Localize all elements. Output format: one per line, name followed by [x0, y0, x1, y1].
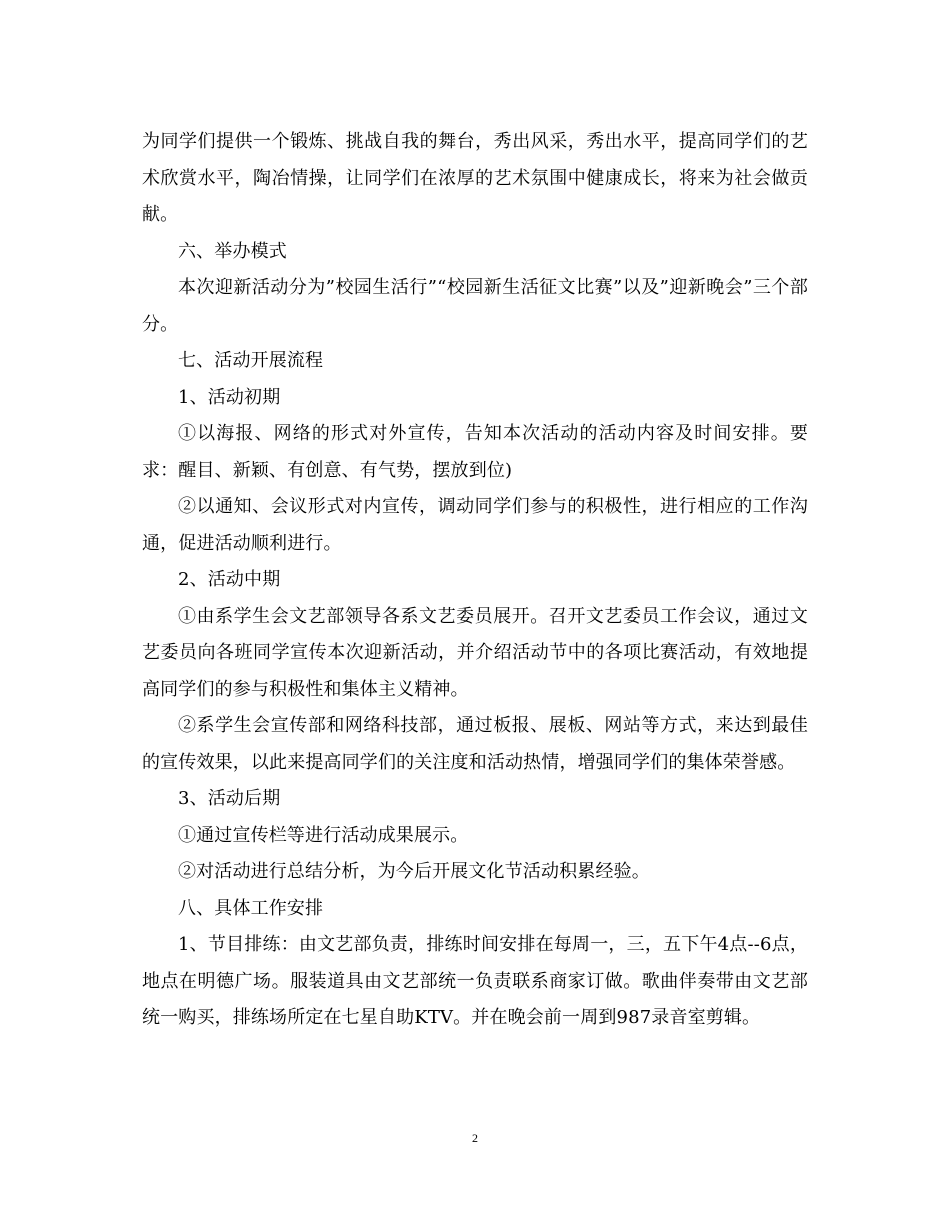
section-heading-work-arrangement: 八、具体工作安排 — [178, 897, 324, 919]
subheading-late-stage: 3、活动后期 — [178, 788, 281, 809]
paragraph-early-item-1: ①以海报、网络的形式对外宣传，告知本次活动的活动内容及时间安排。要求：醒目、新颖、有创意、有气势，摆放到位) — [142, 423, 808, 481]
paragraph-middle-item-2: ②系学生会宣传部和网络科技部，通过板报、展板、网站等方式，来达到最佳的宣传效果，以此来提高同学们的关注度和活动热情，增强同学们的集体荣誉感。 — [142, 715, 808, 773]
paragraph-early-item-2: ②以通知、会议形式对内宣传，调动同学们参与的积极性，进行相应的工作沟通，促进活动顺利进行。 — [142, 496, 808, 554]
paragraph-continuation: 为同学们提供一个锻炼、挑战自我的舞台，秀出风采，秀出水平，提高同学们的艺术欣赏水平，陶冶情操，让同学们在浓厚的艺术氛围中健康成长，将来为社会做贡献。 — [142, 131, 808, 225]
paragraph-late-item-2: ②对活动进行总结分析，为今后开展文化节活动积累经验。 — [178, 861, 650, 882]
paragraph-late-item-1: ①通过宣传栏等进行活动成果展示。 — [178, 824, 469, 846]
paragraph-activity-parts: 本次迎新活动分为”校园生活行”“校园新生活征文比赛”以及”迎新晚会”三个部分。 — [142, 277, 808, 335]
section-heading-hosting-mode: 六、举办模式 — [178, 240, 287, 262]
subheading-middle-stage: 2、活动中期 — [178, 569, 281, 590]
page-body — [142, 124, 808, 1037]
section-heading-activity-flow: 七、活动开展流程 — [178, 350, 324, 371]
paragraph-rehearsal: 1、节目排练：由文艺部负责，排练时间安排在每周一，三，五下午4点--6点，地点在明德广场。服装道具由文艺部统一负责联系商家订做。歌曲伴奏带由文艺部统一购买，排练场所定在七星自助KTV。并在晚会前一周到987录音室剪辑。 — [142, 934, 808, 1028]
subheading-early-stage: 1、活动初期 — [178, 386, 281, 408]
paragraph-middle-item-1: ①由系学生会文艺部领导各系文艺委员展开。召开文艺委员工作会议，通过文艺委员向各班同学宣传本次迎新活动，并介绍活动节中的各项比赛活动，有效地提高同学们的参与积极性和集体主义精神。 — [142, 605, 808, 700]
page-number: 2 — [472, 1131, 478, 1145]
